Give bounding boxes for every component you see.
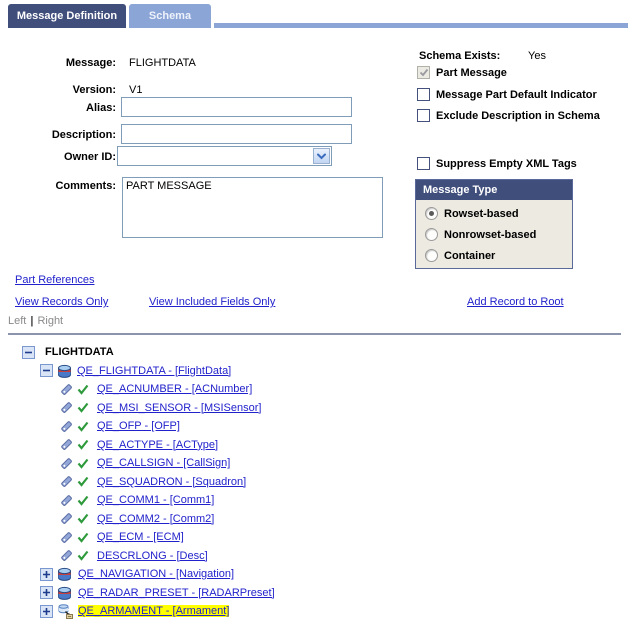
gray-check-icon (419, 68, 429, 77)
field-tag-icon (60, 531, 73, 544)
part-references-link[interactable]: Part References (15, 274, 95, 286)
comments-textarea[interactable] (122, 177, 383, 238)
message-type-title: Message Type (416, 180, 572, 200)
field-link[interactable]: QE_CALLSIGN - [CallSign] (97, 457, 231, 470)
included-check-icon (77, 458, 89, 469)
included-check-icon (77, 384, 89, 395)
message-type-groupbox (415, 179, 573, 269)
view-included-fields-only-link[interactable]: View Included Fields Only (149, 296, 276, 308)
container-label: Container (444, 249, 496, 262)
field-link[interactable]: QE_ECM - [ECM] (97, 531, 184, 544)
owner-id-select[interactable] (117, 146, 332, 166)
tab-schema[interactable]: Schema (129, 4, 211, 28)
description-input[interactable] (121, 124, 352, 144)
field-tag-icon (60, 383, 73, 396)
left-right-toggle (8, 315, 63, 327)
field-link[interactable]: QE_ACNUMBER - [ACNumber] (97, 383, 253, 396)
included-check-icon (77, 532, 89, 543)
tab-bar-underline (214, 23, 628, 28)
field-link[interactable]: DESCRLONG - [Desc] (97, 549, 208, 562)
child-record-link[interactable]: QE_NAVIGATION - [Navigation] (78, 568, 235, 581)
tree-root-label: FLIGHTDATA (45, 346, 114, 359)
field-tag-icon (60, 438, 73, 451)
left-toggle[interactable]: Left (8, 315, 27, 327)
included-check-icon (77, 476, 89, 487)
field-tag-icon (60, 420, 73, 433)
message-label: Message: (65, 57, 116, 69)
field-link[interactable]: QE_COMM1 - [Comm1] (97, 494, 215, 507)
expand-radar-preset-button[interactable] (40, 586, 53, 599)
rowset-based-label: Rowset-based (444, 207, 519, 220)
record-database-icon (57, 567, 72, 581)
record-database-icon (57, 364, 72, 378)
included-check-icon (77, 402, 89, 413)
part-message-label: Part Message (436, 66, 507, 79)
container-radio[interactable] (425, 249, 438, 262)
child-record-link-highlighted[interactable]: QE_ARMAMENT - [Armament] (78, 605, 230, 618)
child-record-link[interactable]: QE_RADAR_PRESET - [RADARPreset] (78, 586, 275, 599)
record-link[interactable]: QE_FLIGHTDATA - [FlightData] (77, 364, 232, 377)
field-tag-icon (60, 512, 73, 525)
comments-label: Comments: (55, 180, 116, 192)
field-link[interactable]: QE_COMM2 - [Comm2] (97, 512, 215, 525)
right-toggle[interactable]: Right (37, 315, 64, 327)
field-tag-icon (60, 475, 73, 488)
message-part-default-indicator-label: Message Part Default Indicator (436, 88, 597, 101)
version-label: Version: (72, 84, 116, 96)
rowset-based-radio[interactable] (425, 207, 438, 220)
nonrowset-based-label: Nonrowset-based (444, 228, 537, 241)
tab-message-definition[interactable]: Message Definition (8, 4, 126, 28)
alias-label: Alias: (86, 102, 116, 114)
chevron-down-icon (317, 153, 326, 160)
field-link[interactable]: QE_ACTYPE - [ACType] (97, 438, 219, 451)
record-reference-icon (57, 603, 73, 619)
field-tag-icon (60, 401, 73, 414)
add-record-to-root-link[interactable]: Add Record to Root (467, 296, 564, 308)
field-tag-icon (60, 549, 73, 562)
nonrowset-based-radio[interactable] (425, 228, 438, 241)
expand-navigation-button[interactable] (40, 568, 53, 581)
alias-input[interactable] (121, 97, 352, 117)
field-link[interactable]: QE_OFP - [OFP] (97, 420, 180, 433)
suppress-empty-xml-tags-checkbox[interactable] (417, 157, 430, 170)
owner-id-dropdown-button[interactable] (313, 148, 330, 164)
suppress-empty-xml-tags-label: Suppress Empty XML Tags (436, 157, 577, 170)
view-records-only-link[interactable]: View Records Only (15, 296, 109, 308)
field-tag-icon (60, 457, 73, 470)
schema-exists-label: Schema Exists: (419, 50, 501, 62)
owner-id-label: Owner ID: (64, 151, 116, 163)
field-tag-icon (60, 494, 73, 507)
version-value: V1 (129, 84, 143, 96)
included-check-icon (77, 550, 89, 561)
collapse-root-button[interactable] (22, 346, 35, 359)
description-label: Description: (51, 129, 116, 141)
schema-exists-value: Yes (528, 50, 546, 62)
left-right-separator: | (30, 315, 34, 327)
expand-armament-button[interactable] (40, 605, 53, 618)
included-check-icon (77, 421, 89, 432)
included-check-icon (77, 439, 89, 450)
field-link[interactable]: QE_MSI_SENSOR - [MSISensor] (97, 401, 262, 414)
record-database-icon (57, 586, 72, 600)
collapse-record-button[interactable] (40, 364, 53, 377)
exclude-description-in-schema-label: Exclude Description in Schema (436, 109, 600, 122)
message-value: FLIGHTDATA (129, 57, 196, 69)
field-link[interactable]: QE_SQUADRON - [Squadron] (97, 475, 247, 488)
message-structure-tree (0, 343, 628, 621)
part-message-checkbox[interactable] (417, 66, 430, 79)
included-check-icon (77, 495, 89, 506)
message-part-default-indicator-checkbox[interactable] (417, 88, 430, 101)
exclude-description-in-schema-checkbox[interactable] (417, 109, 430, 122)
section-divider (8, 333, 621, 335)
included-check-icon (77, 513, 89, 524)
